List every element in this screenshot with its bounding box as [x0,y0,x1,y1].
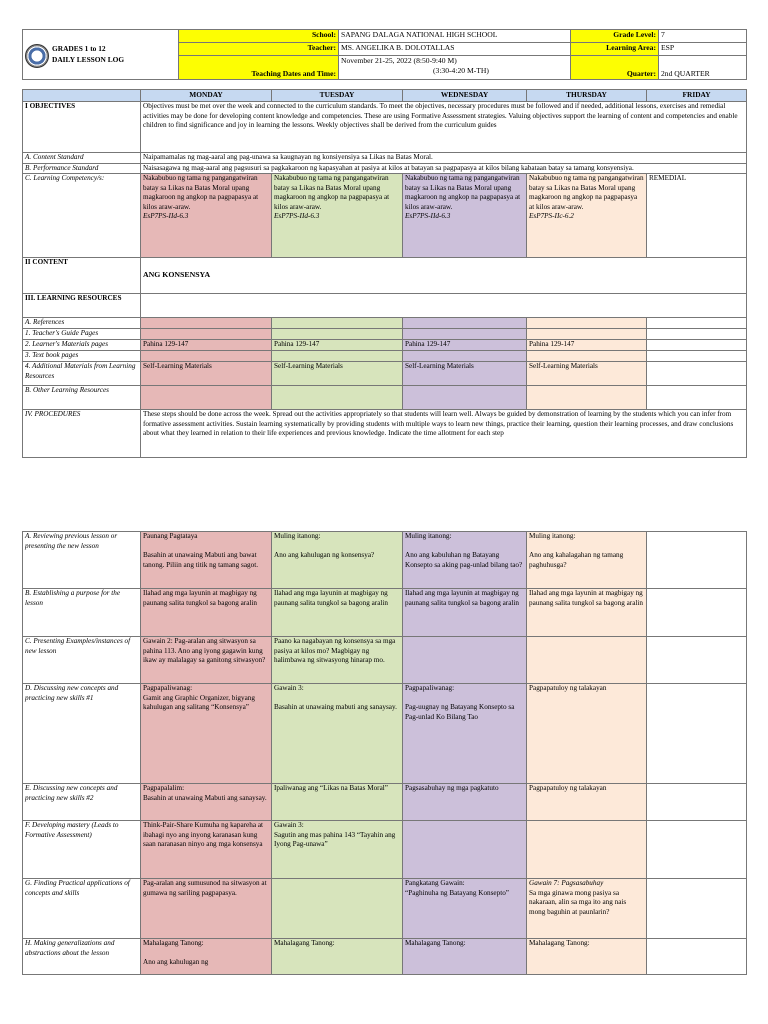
step-c-monday: Gawain 2: Pag-aralan ang sitwasyon sa pahina 113. Ano ang iyong gagawin kung ikaw ay malalagay sa ganitong sitwasyon? [141,637,272,684]
corner-cell [23,90,141,102]
step-b-thursday: Ilahad ang mga layunin at magbigay ng paunang salita tungkol sa bagong aralin [527,589,647,637]
step-f-wednesday [403,821,527,879]
lesson-log-table-procedures [22,531,747,975]
quarter-label: Quarter: [571,56,659,80]
step-c-thursday [527,637,647,684]
day-header-thursday: THURSDAY [527,90,647,102]
step-h-label: H. Making generalizations and abstractions about the lesson [23,939,141,975]
teachers-guide-tuesday [272,329,403,340]
competency-friday: REMEDIAL [647,174,747,258]
competency-wednesday: Nakabubuo ng tama ng pangangatwiran batay sa Likas na Batas Moral upang magkaroon ng angkop na pagpapasya at kilos araw-araw. EsP7PS-IId-6.3 [403,174,527,258]
step-e-wednesday: Pagsasabuhay ng mga pagkatuto [403,784,527,821]
step-e-tuesday: Ipaliwanag ang “Likas na Batas Moral” [272,784,403,821]
objectives-heading: I OBJECTIVES [23,102,141,153]
teaching-dates-label: Teaching Dates and Time: [179,56,339,80]
step-c-tuesday: Paano ka nagabayan ng konsensya sa mga pasiya at kilos mo? Magbigay ng halimbawa ng sitwasyong hinarap mo. [272,637,403,684]
learning-area-value: ESP [659,43,747,56]
references-wednesday [403,318,527,329]
step-g-label: G. Finding Practical applications of concepts and skills [23,879,141,939]
procedures-heading: IV. PROCEDURES [23,410,141,458]
step-e-monday: Pagpapalalim: Basahin at unawaing Mabuti ang sanaysay. [141,784,272,821]
day-header-tuesday: TUESDAY [272,90,403,102]
textbook-tuesday [272,351,403,362]
teachers-guide-monday [141,329,272,340]
content-standard-label: A. Content Standard [23,153,141,164]
references-tuesday [272,318,403,329]
procedures-text: These steps should be done across the week. Spread out the activities appropriately so that students will learn well. Always be guided by demonstration of learning by the students which you can infer from formative assessment activities. Sustain learning systematically by providing students with multiple ways to learn new things, practice their learning, question their learning processes, and draw conclusions about what they learned in relation to their life experiences and previous knowledge. Indicate the time allotment for each step [141,410,747,458]
step-g-tuesday [272,879,403,939]
additional-materials-tuesday: Self-Learning Materials [272,362,403,386]
step-h-tuesday: Mahalagang Tanong: [272,939,403,975]
step-c-friday [647,637,747,684]
school-label: School: [179,30,339,43]
step-g-thursday: Gawain 7: Pagsasabuhay Sa mga ginawa mong pasiya sa nakaraan, alin sa mga ito ang nais mong baguhin at paunlarin? [527,879,647,939]
textbook-thursday [527,351,647,362]
step-d-friday [647,684,747,784]
teachers-guide-wednesday [403,329,527,340]
step-a-label: A. Reviewing previous lesson or presenting the new lesson [23,532,141,589]
performance-standard-label: B. Performance Standard [23,163,141,174]
other-resources-label: B. Other Learning Resources [23,386,141,410]
content-topic: ANG KONSENSYA [141,258,747,294]
step-e-thursday: Pagpapatuloy ng talakayan [527,784,647,821]
step-d-wednesday: Pagpapaliwanag: Pag-uugnay ng Batayang Konsepto sa Pag-unlad Ko Bilang Tao [403,684,527,784]
textbook-label: 3. Text book pages [23,351,141,362]
school-value: SAPANG DALAGA NATIONAL HIGH SCHOOL [339,30,571,43]
step-d-thursday: Pagpapatuloy ng talakayan [527,684,647,784]
step-a-thursday: Muling itanong: Ano ang kahalagahan ng tamang paghuhusga? [527,532,647,589]
document-title: GRADES 1 to 12 DAILY LESSON LOG [52,43,125,64]
step-h-wednesday: Mahalagang Tanong: [403,939,527,975]
header-logo-cell [23,30,179,80]
performance-standard-text: Naisasagawa ng mag-aaral ang pagsusuri sa pagkakaroon ng kapasyahan at pasiya at kilos at batayan sa pagpapasya at kilos bilang kabataan batay sa tamang konsyensiya. [141,163,747,174]
step-g-friday [647,879,747,939]
learners-materials-friday [647,340,747,351]
references-monday [141,318,272,329]
quarter-value: 2nd QUARTER [659,56,747,80]
other-resources-monday [141,386,272,410]
step-b-wednesday: Ilahad ang mga layunin at magbigay ng paunang salita tungkol sa bagong aralin [403,589,527,637]
step-a-wednesday: Muling itanong: Ano ang kabuluhan ng Batayang Konsepto sa aking pag-unlad bilang tao? [403,532,527,589]
additional-materials-monday: Self-Learning Materials [141,362,272,386]
step-a-friday [647,532,747,589]
step-d-monday: Pagpapaliwanag: Gamit ang Graphic Organizer, bigyang kahulugan ang salitang “Konsensya” [141,684,272,784]
day-header-monday: MONDAY [141,90,272,102]
step-f-label: F. Developing mastery (Leads to Formative Assessment) [23,821,141,879]
references-thursday [527,318,647,329]
learning-area-label: Learning Area: [571,43,659,56]
teachers-guide-thursday [527,329,647,340]
learning-resources-heading: III. LEARNING RESOURCES [23,294,141,318]
step-a-monday: Paunang Pagtataya Basahin at unawaing Mabuti ang bawat tanong. Piliin ang titik ng tamang sagot. [141,532,272,589]
step-g-wednesday: Pangkatang Gawain: “Paghinuha ng Batayang Konsepto” [403,879,527,939]
step-e-friday [647,784,747,821]
step-a-tuesday: Muling itanong: Ano ang kahulugan ng konsensya? [272,532,403,589]
step-b-label: B. Establishing a purpose for the lesson [23,589,141,637]
step-f-monday: Think-Pair-Share Kumuha ng kapareha at ibahagi nyo ang inyong karanasan kung saan naranasan ninyo ang mga konsensya [141,821,272,879]
teachers-guide-friday [647,329,747,340]
other-resources-friday [647,386,747,410]
step-f-friday [647,821,747,879]
deped-seal-icon [25,44,49,68]
step-f-tuesday: Gawain 3: Sagutin ang mas pahina 143 “Tayahin ang Iyong Pag-unawa” [272,821,403,879]
grade-level-value: 7 [659,30,747,43]
other-resources-wednesday [403,386,527,410]
lesson-log-table-top [22,89,747,458]
day-header-friday: FRIDAY [647,90,747,102]
step-b-monday: Ilahad ang mga layunin at magbigay ng paunang salita tungkol sa bagong aralin [141,589,272,637]
references-friday [647,318,747,329]
day-header-wednesday: WEDNESDAY [403,90,527,102]
other-resources-thursday [527,386,647,410]
content-heading: II CONTENT [23,258,141,294]
learning-resources-blank [141,294,747,318]
teacher-value: MS. ANGELIKA B. DOLOTALLAS [339,43,571,56]
teacher-label: Teacher: [179,43,339,56]
learners-materials-monday: Pahina 129-147 [141,340,272,351]
competency-tuesday: Nakabubuo ng tama ng pangangatwiran batay sa Likas na Batas Moral upang magkaroon ng angkop na pagpapasya at kilos araw-araw. EsP7PS-IId-6.3 [272,174,403,258]
step-d-tuesday: Gawain 3: Basahin at unawaing mabuti ang sanaysay. [272,684,403,784]
competency-thursday: Nakabubuo ng tama ng pangangatwiran batay sa Likas na Batas Moral upang magkaroon ng angkop na pagpapasya at kilos araw-araw. EsP7PS-IIc-6.2 [527,174,647,258]
textbook-wednesday [403,351,527,362]
header-table [22,29,747,80]
step-d-label: D. Discussing new concepts and practicing new skills #1 [23,684,141,784]
teachers-guide-label: 1. Teacher's Guide Pages [23,329,141,340]
grade-level-label: Grade Level: [571,30,659,43]
additional-materials-label: 4. Additional Materials from Learning Resources [23,362,141,386]
step-h-monday: Mahalagang Tanong: Ano ang kahulugan ng [141,939,272,975]
additional-materials-thursday: Self-Learning Materials [527,362,647,386]
learners-materials-tuesday: Pahina 129-147 [272,340,403,351]
additional-materials-friday [647,362,747,386]
step-c-label: C. Presenting Examples/instances of new lesson [23,637,141,684]
teaching-dates-value: November 21-25, 2022 (8:50-9:40 M) (3:30-4:20 M-TH) [339,56,571,80]
step-b-friday [647,589,747,637]
step-g-monday: Pag-aralan ang sumusunod na sitwasyon at gumawa ng sariling pagpapasya. [141,879,272,939]
content-standard-text: Naipamamalas ng mag-aaral ang pag-unawa sa kaugnayan ng konsiyensiya sa Likas na Batas Moral. [141,153,747,164]
additional-materials-wednesday: Self-Learning Materials [403,362,527,386]
step-h-thursday: Mahalagang Tanong: [527,939,647,975]
textbook-friday [647,351,747,362]
other-resources-tuesday [272,386,403,410]
step-f-thursday [527,821,647,879]
competency-monday: Nakabubuo ng tama ng pangangatwiran batay sa Likas na Batas Moral upang magkaroon ng angkop na pagpapasya at kilos araw-araw. EsP7PS-IId-6.3 [141,174,272,258]
step-e-label: E. Discussing new concepts and practicing new skills #2 [23,784,141,821]
learners-materials-label: 2. Learner's Materials pages [23,340,141,351]
learners-materials-thursday: Pahina 129-147 [527,340,647,351]
step-c-wednesday [403,637,527,684]
textbook-monday [141,351,272,362]
learning-competency-label: C. Learning Competency/s: [23,174,141,258]
step-h-friday [647,939,747,975]
learners-materials-wednesday: Pahina 129-147 [403,340,527,351]
references-label: A. References [23,318,141,329]
objectives-text: Objectives must be met over the week and connected to the curriculum standards. To meet the objectives, necessary procedures must be followed and if needed, additional lessons, exercises and remedial activities may be done for developing content knowledge and competencies. These are using Formative Assessment strategies. Valuing objectives support the learning of content and competencies and enable children to find significance and joy in learning the lessons. Weekly objectives shall be derived from the curriculum guides [141,102,747,153]
step-b-tuesday: Ilahad ang mga layunin at magbigay ng paunang salita tungkol sa bagong aralin [272,589,403,637]
